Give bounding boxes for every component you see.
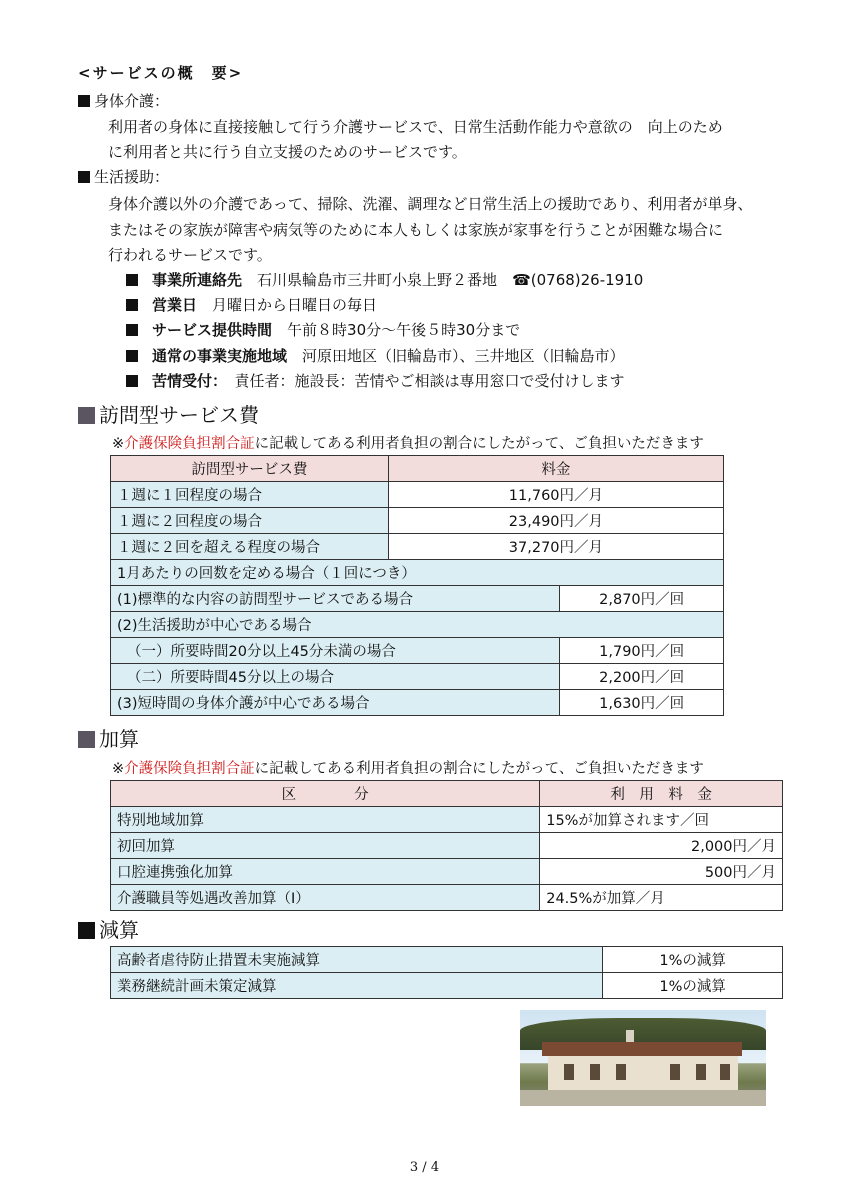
square-bullet-icon [126,299,138,311]
square-bullet-icon [78,171,90,183]
table-row [111,638,724,664]
table-row [111,612,724,638]
table-cell-label: 介護職員等処遇改善加算（Ⅰ） [111,885,540,911]
square-bullet-icon [78,95,90,107]
overview-heading: <サービスの概 要> [78,64,244,82]
square-bullet-icon [126,274,138,286]
table-cell-fee: 24.5%が加算／月 [540,885,783,911]
table-header-cell: 区 分 [111,781,540,807]
visit-fee-note: ※介護保険負担割合証に記載してある利用者負担の割合にしたがって、ご負担いただきます [112,436,704,452]
table-cell-fee: 2,870円／回 [560,586,724,612]
life-support-title: 生活援助： [78,166,169,187]
table-header-row [111,456,724,482]
table-row [111,833,783,859]
table-row [111,560,724,586]
life-support-line1: 身体介護以外の介護であって、掃除、洗濯、調理など日常生活上の援助であり、利用者が単身、 [108,195,753,213]
info-complaints: 苦情受付： 責任者：施設長：苦情やご相談は専用窓口で受付けします [126,370,625,391]
table-cell-label: １週に２回程度の場合 [111,508,389,534]
table-row [111,973,783,999]
table-cell-fee: 37,270円／月 [388,534,723,560]
table-row [111,534,724,560]
table-row [111,664,724,690]
table-cell-label: 業務継続計画未策定減算 [111,973,603,999]
body-care-line1: 利用者の身体に直接接触して行う介護サービスで、日常生活動作能力や意欲の 向上のため [108,118,723,136]
table-cell-label: (1)標準的な内容の訪問型サービスである場合 [111,586,560,612]
info-service-area: 通常の事業実施地域 河原田地区（旧輪島市）、三井地区（旧輪島市） [126,345,625,366]
table-header-cell: 利 用 料 金 [540,781,783,807]
table-cell-fee: 1,630円／回 [560,690,724,716]
table-cell-fee: 500円／月 [540,859,783,885]
table-header-cell: 訪問型サービス費 [111,456,389,482]
table-section-label: (2)生活援助が中心である場合 [111,612,724,638]
table-header-row [111,781,783,807]
life-support-line3: 行われるサービスです。 [108,246,272,264]
table-row [111,690,724,716]
table-row [111,508,724,534]
table-row [111,947,783,973]
additions-heading: 加算 [78,723,139,752]
info-business-days: 営業日 月曜日から日曜日の毎日 [126,294,377,315]
table-row [111,807,783,833]
reductions-heading: 減算 [78,914,139,943]
phone-icon: ☎ [512,271,531,289]
reductions-table [110,946,783,999]
table-cell-fee: 11,760円／月 [388,482,723,508]
square-bullet-icon [126,324,138,336]
square-bullet-icon [78,407,95,424]
table-cell-fee: 2,200円／回 [560,664,724,690]
table-cell-label: 口腔連携強化加算 [111,859,540,885]
square-bullet-icon [78,731,95,748]
square-bullet-icon [78,922,95,939]
additions-table [110,780,783,911]
square-bullet-icon [126,350,138,362]
phone-number: (0768)26-1910 [530,271,644,289]
table-cell-label: 特別地域加算 [111,807,540,833]
table-row [111,885,783,911]
additions-note: ※介護保険負担割合証に記載してある利用者負担の割合にしたがって、ご負担いただきます [112,761,704,777]
table-section-label: 1月あたりの回数を定める場合（１回につき） [111,560,724,586]
info-office-contact: 事業所連絡先 石川県輪島市三井町小泉上野２番地 ☎(0768)26-1910 [126,269,643,290]
visit-fee-heading: 訪問型サービス費 [78,399,259,428]
table-cell-fee: 2,000円／月 [540,833,783,859]
table-cell-fee: 15%が加算されます／回 [540,807,783,833]
page-number: 3 / 4 [409,1160,440,1175]
square-bullet-icon [126,375,138,387]
table-row [111,859,783,885]
table-cell-label: １週に２回を超える程度の場合 [111,534,389,560]
table-row [111,482,724,508]
table-cell-label: (3)短時間の身体介護が中心である場合 [111,690,560,716]
table-cell-fee: 1%の減算 [603,947,783,973]
table-cell-label: 高齢者虐待防止措置未実施減算 [111,947,603,973]
visit-fee-table [110,455,724,716]
table-cell-label: （一）所要時間20分以上45分未満の場合 [111,638,560,664]
facility-photo [520,1010,766,1106]
table-cell-fee: 1%の減算 [603,973,783,999]
table-cell-label: １週に１回程度の場合 [111,482,389,508]
table-row [111,586,724,612]
info-service-hours: サービス提供時間 午前８時30分～午後５時30分まで [126,319,520,340]
body-care-title: 身体介護： [78,90,169,111]
table-header-cell: 料金 [388,456,723,482]
life-support-line2: またはその家族が障害や病気等のために本人もしくは家族が家事を行うことが困難な場合に [108,221,724,239]
table-cell-label: 初回加算 [111,833,540,859]
body-care-line2: に利用者と共に行う自立支援のためのサービスです。 [108,143,467,161]
table-cell-label: （二）所要時間45分以上の場合 [111,664,560,690]
table-cell-fee: 1,790円／回 [560,638,724,664]
table-cell-fee: 23,490円／月 [388,508,723,534]
